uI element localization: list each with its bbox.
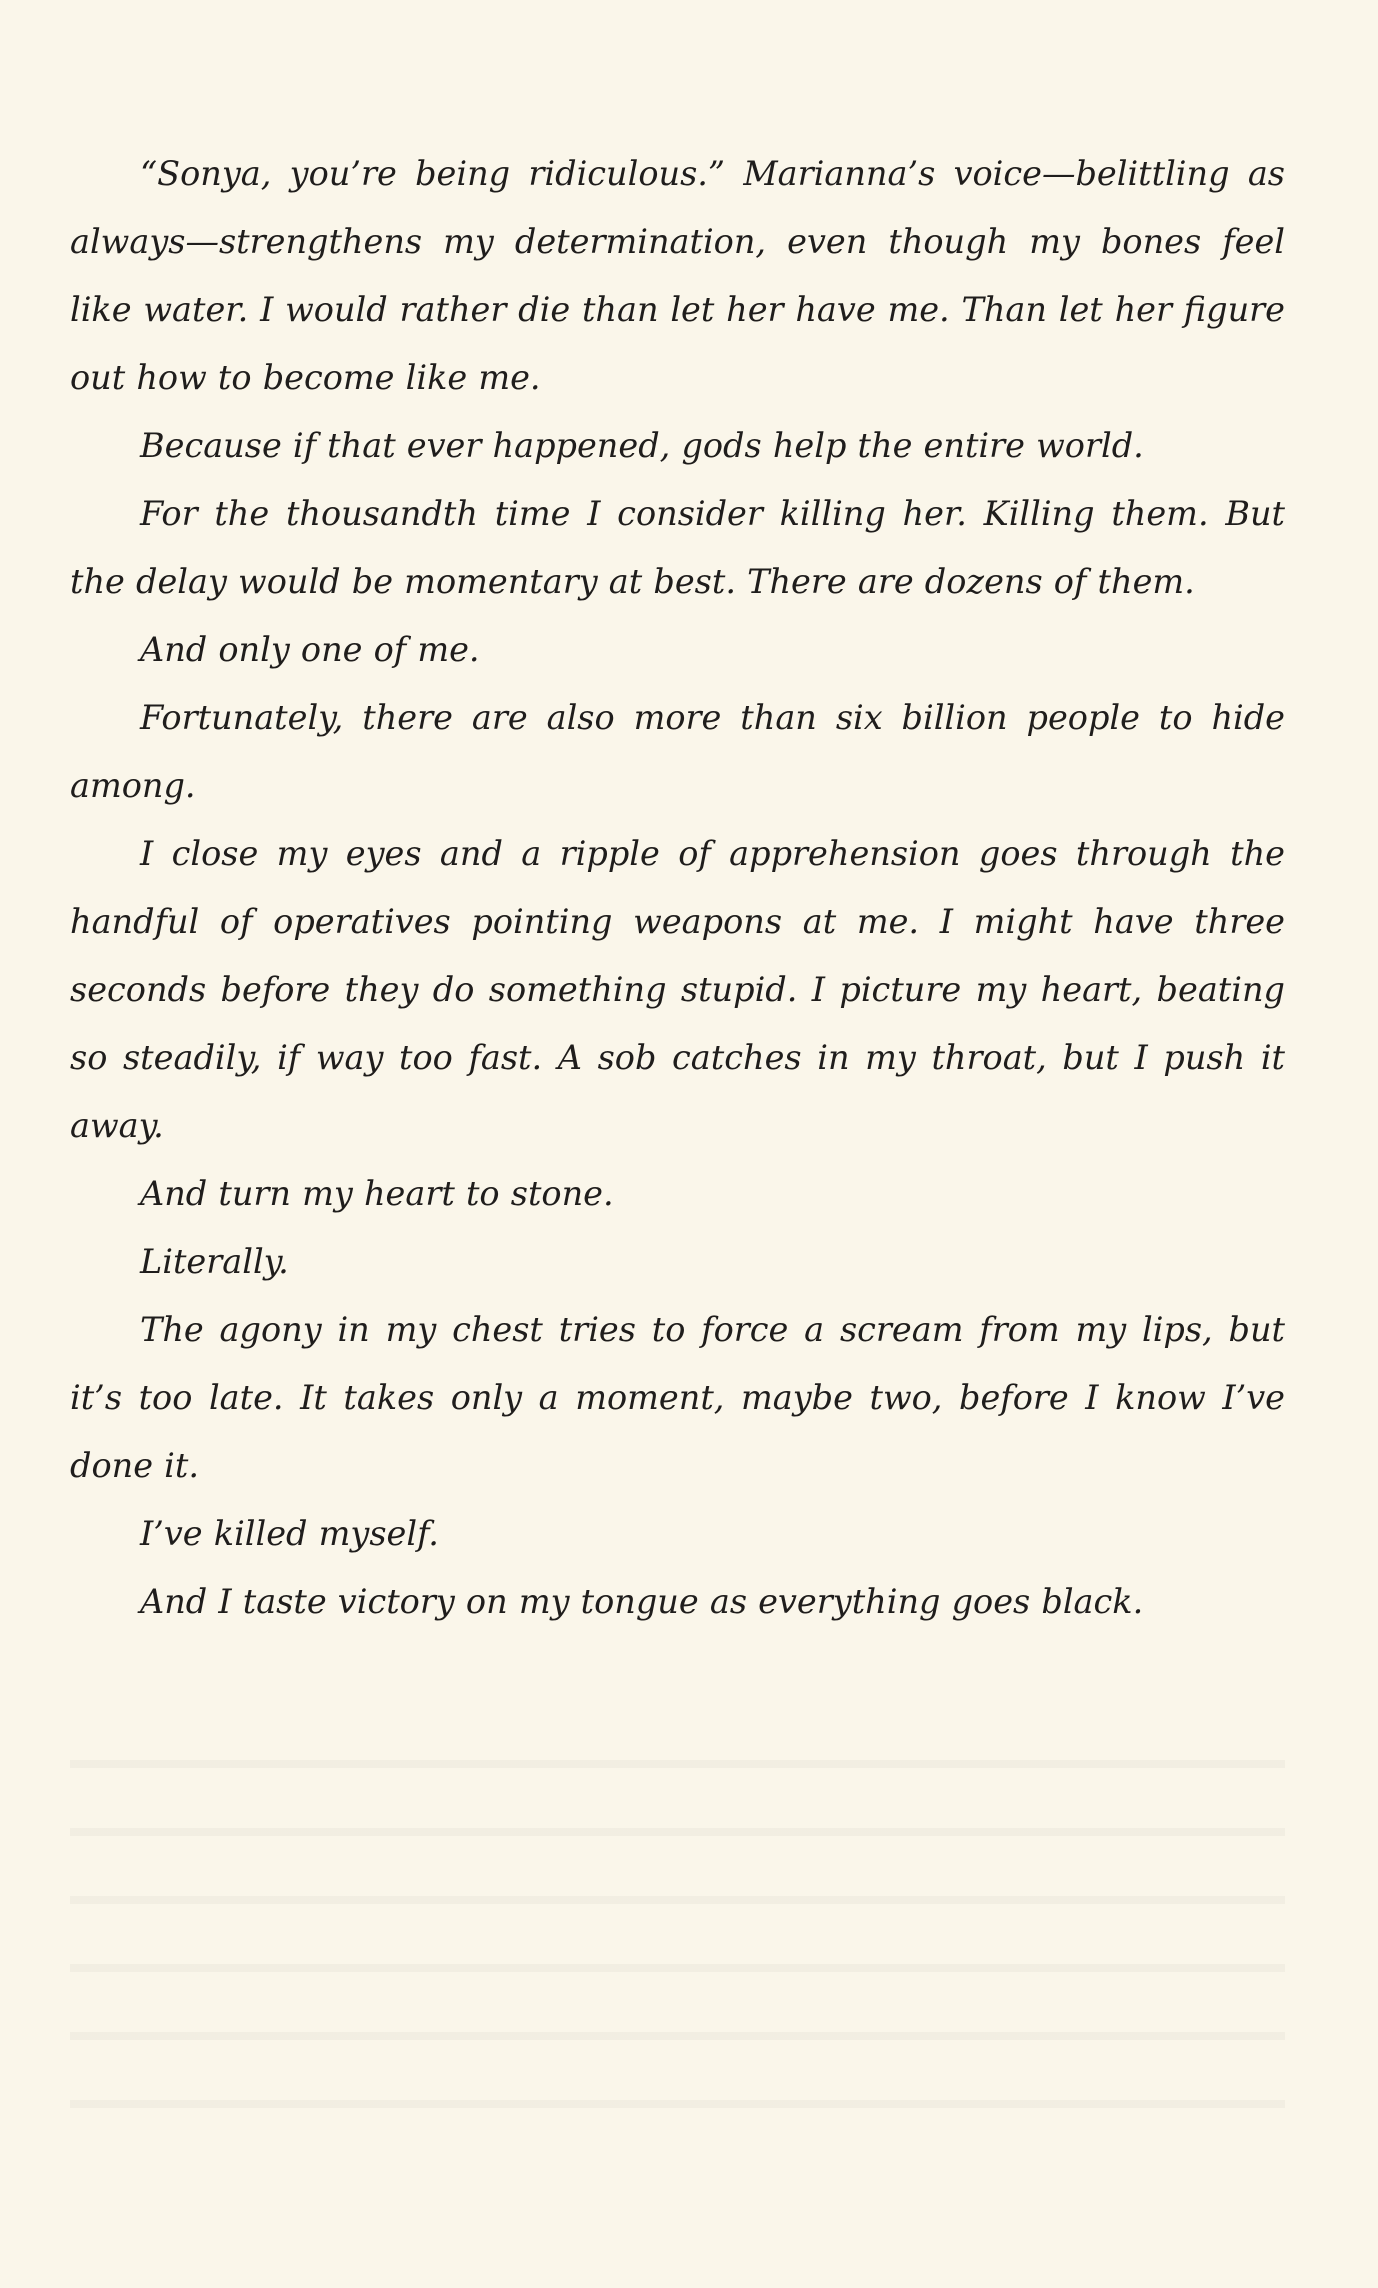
paragraph: Literally. (140, 1242, 289, 1281)
paragraph: And turn my heart to stone. (140, 1174, 614, 1213)
paragraph: And I taste victory on my tongue as everything goes black. (140, 1582, 1144, 1621)
paragraph: And only one of me. (140, 630, 480, 669)
page-text (70, 140, 1285, 1636)
paragraph: Because if that ever happened, gods help the entire world. (140, 426, 1144, 465)
paragraph: “Sonya, you’re being ridiculous.” Marianna’s voice—belittling as always—strengthens my determination, even though my bones feel like water. I would rather die than let her have me. Than let her figure out how to become like me. (70, 154, 1285, 397)
paragraph: For the thousandth time I consider killing her. Killing them. But the delay would be momentary at best. There are dozens of them. (70, 494, 1285, 601)
paragraph: Fortunately, there are also more than six billion people to hide among. (70, 698, 1285, 805)
paragraph: The agony in my chest tries to force a scream from my lips, but it’s too late. It takes only a moment, maybe two, before I know I’ve done it. (70, 1310, 1285, 1485)
paragraph: I’ve killed myself. (140, 1514, 439, 1553)
show-through-texture (70, 1730, 1285, 2130)
paragraph: I close my eyes and a ripple of apprehension goes through the handful of operatives pointing weapons at me. I might have three seconds before they do something stupid. I picture my heart, beating so steadily, if way too fast. A sob catches in my throat, but I push it away. (70, 834, 1285, 1145)
